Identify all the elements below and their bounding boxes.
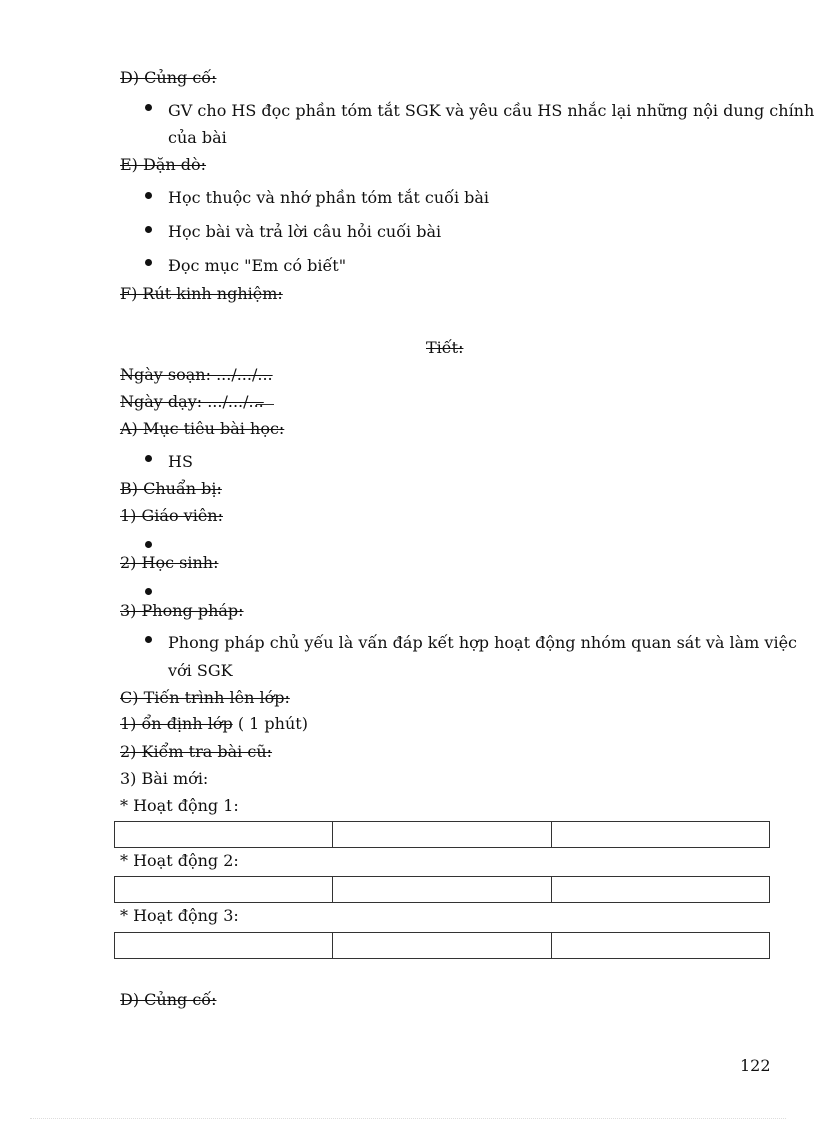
homework-heading: E) Dặn dò: [120,155,207,174]
homework-item: Học bài và trả lời câu hỏi cuối bài [168,222,442,241]
stabilize-time: ( 1 phút) [232,714,308,733]
footer-divider [30,1118,786,1119]
blank-line [256,404,274,405]
consolidation-heading-top: D) Củng cố: [120,68,217,87]
table-cell [333,877,551,902]
table-cell [115,822,333,847]
teach-date [120,392,264,411]
experience-heading: F) Rút kinh nghiệm: [120,284,283,303]
table-cell [552,877,769,902]
method-line-2: với SGK [168,661,233,680]
objectives-heading: A) Mục tiêu bài học: [120,419,285,438]
bullet-icon [145,541,152,548]
table-cell [115,877,333,902]
method-heading: 3) Phong pháp: [120,601,244,620]
activity-2-label: * Hoạt động 2: [120,851,239,870]
method-line-1: Phong pháp chủ yếu là vấn đáp kết hợp hoạt động nhóm quan sát và làm việc [168,633,797,652]
activity-3-table [114,932,770,959]
table-cell [552,933,769,958]
consolidation-item-line-2: của bài [168,128,227,147]
activity-1-table [114,821,770,848]
homework-item: Đọc mục "Em có biết" [168,256,347,275]
preparation-heading: B) Chuẩn bị: [120,479,222,498]
page-number: 122 [740,1056,771,1075]
prep-date [120,365,273,384]
bullet-icon [145,636,152,643]
student-heading: 2) Học sinh: [120,553,219,572]
teach-date-text: Ngày dạy: .../.../... [120,392,264,411]
bullet-icon [145,259,152,266]
new-lesson-label: 3) Bài mới: [120,769,209,788]
homework-item: Học thuộc và nhớ phần tóm tắt cuối bài [168,188,490,207]
stabilize-label: 1) ổn định lớp [120,714,233,733]
bullet-icon [145,192,152,199]
objectives-item: HS [168,452,193,471]
teacher-heading: 1) Giáo viên: [120,506,223,525]
table-cell [333,933,551,958]
activity-3-label: * Hoạt động 3: [120,906,239,925]
bullet-icon [145,588,152,595]
table-cell [552,822,769,847]
activity-2-table [114,876,770,903]
activity-1-label: * Hoạt động 1: [120,796,239,815]
table-cell [115,933,333,958]
bullet-icon [145,104,152,111]
review-heading: 2) Kiểm tra bài cũ: [120,742,273,761]
table-cell [333,822,551,847]
consolidation-heading-bottom: D) Củng cố: [120,990,217,1009]
stabilize-line [120,714,308,733]
bullet-icon [145,455,152,462]
prep-date-text: Ngày soạn: .../.../... [120,365,273,384]
lesson-title: Tiết: [426,338,464,357]
process-heading: C) Tiến trình lên lớp: [120,688,290,707]
bullet-icon [145,226,152,233]
consolidation-item-line-1: GV cho HS đọc phần tóm tắt SGK và yêu cầu HS nhắc lại những nội dung chính [168,101,815,120]
